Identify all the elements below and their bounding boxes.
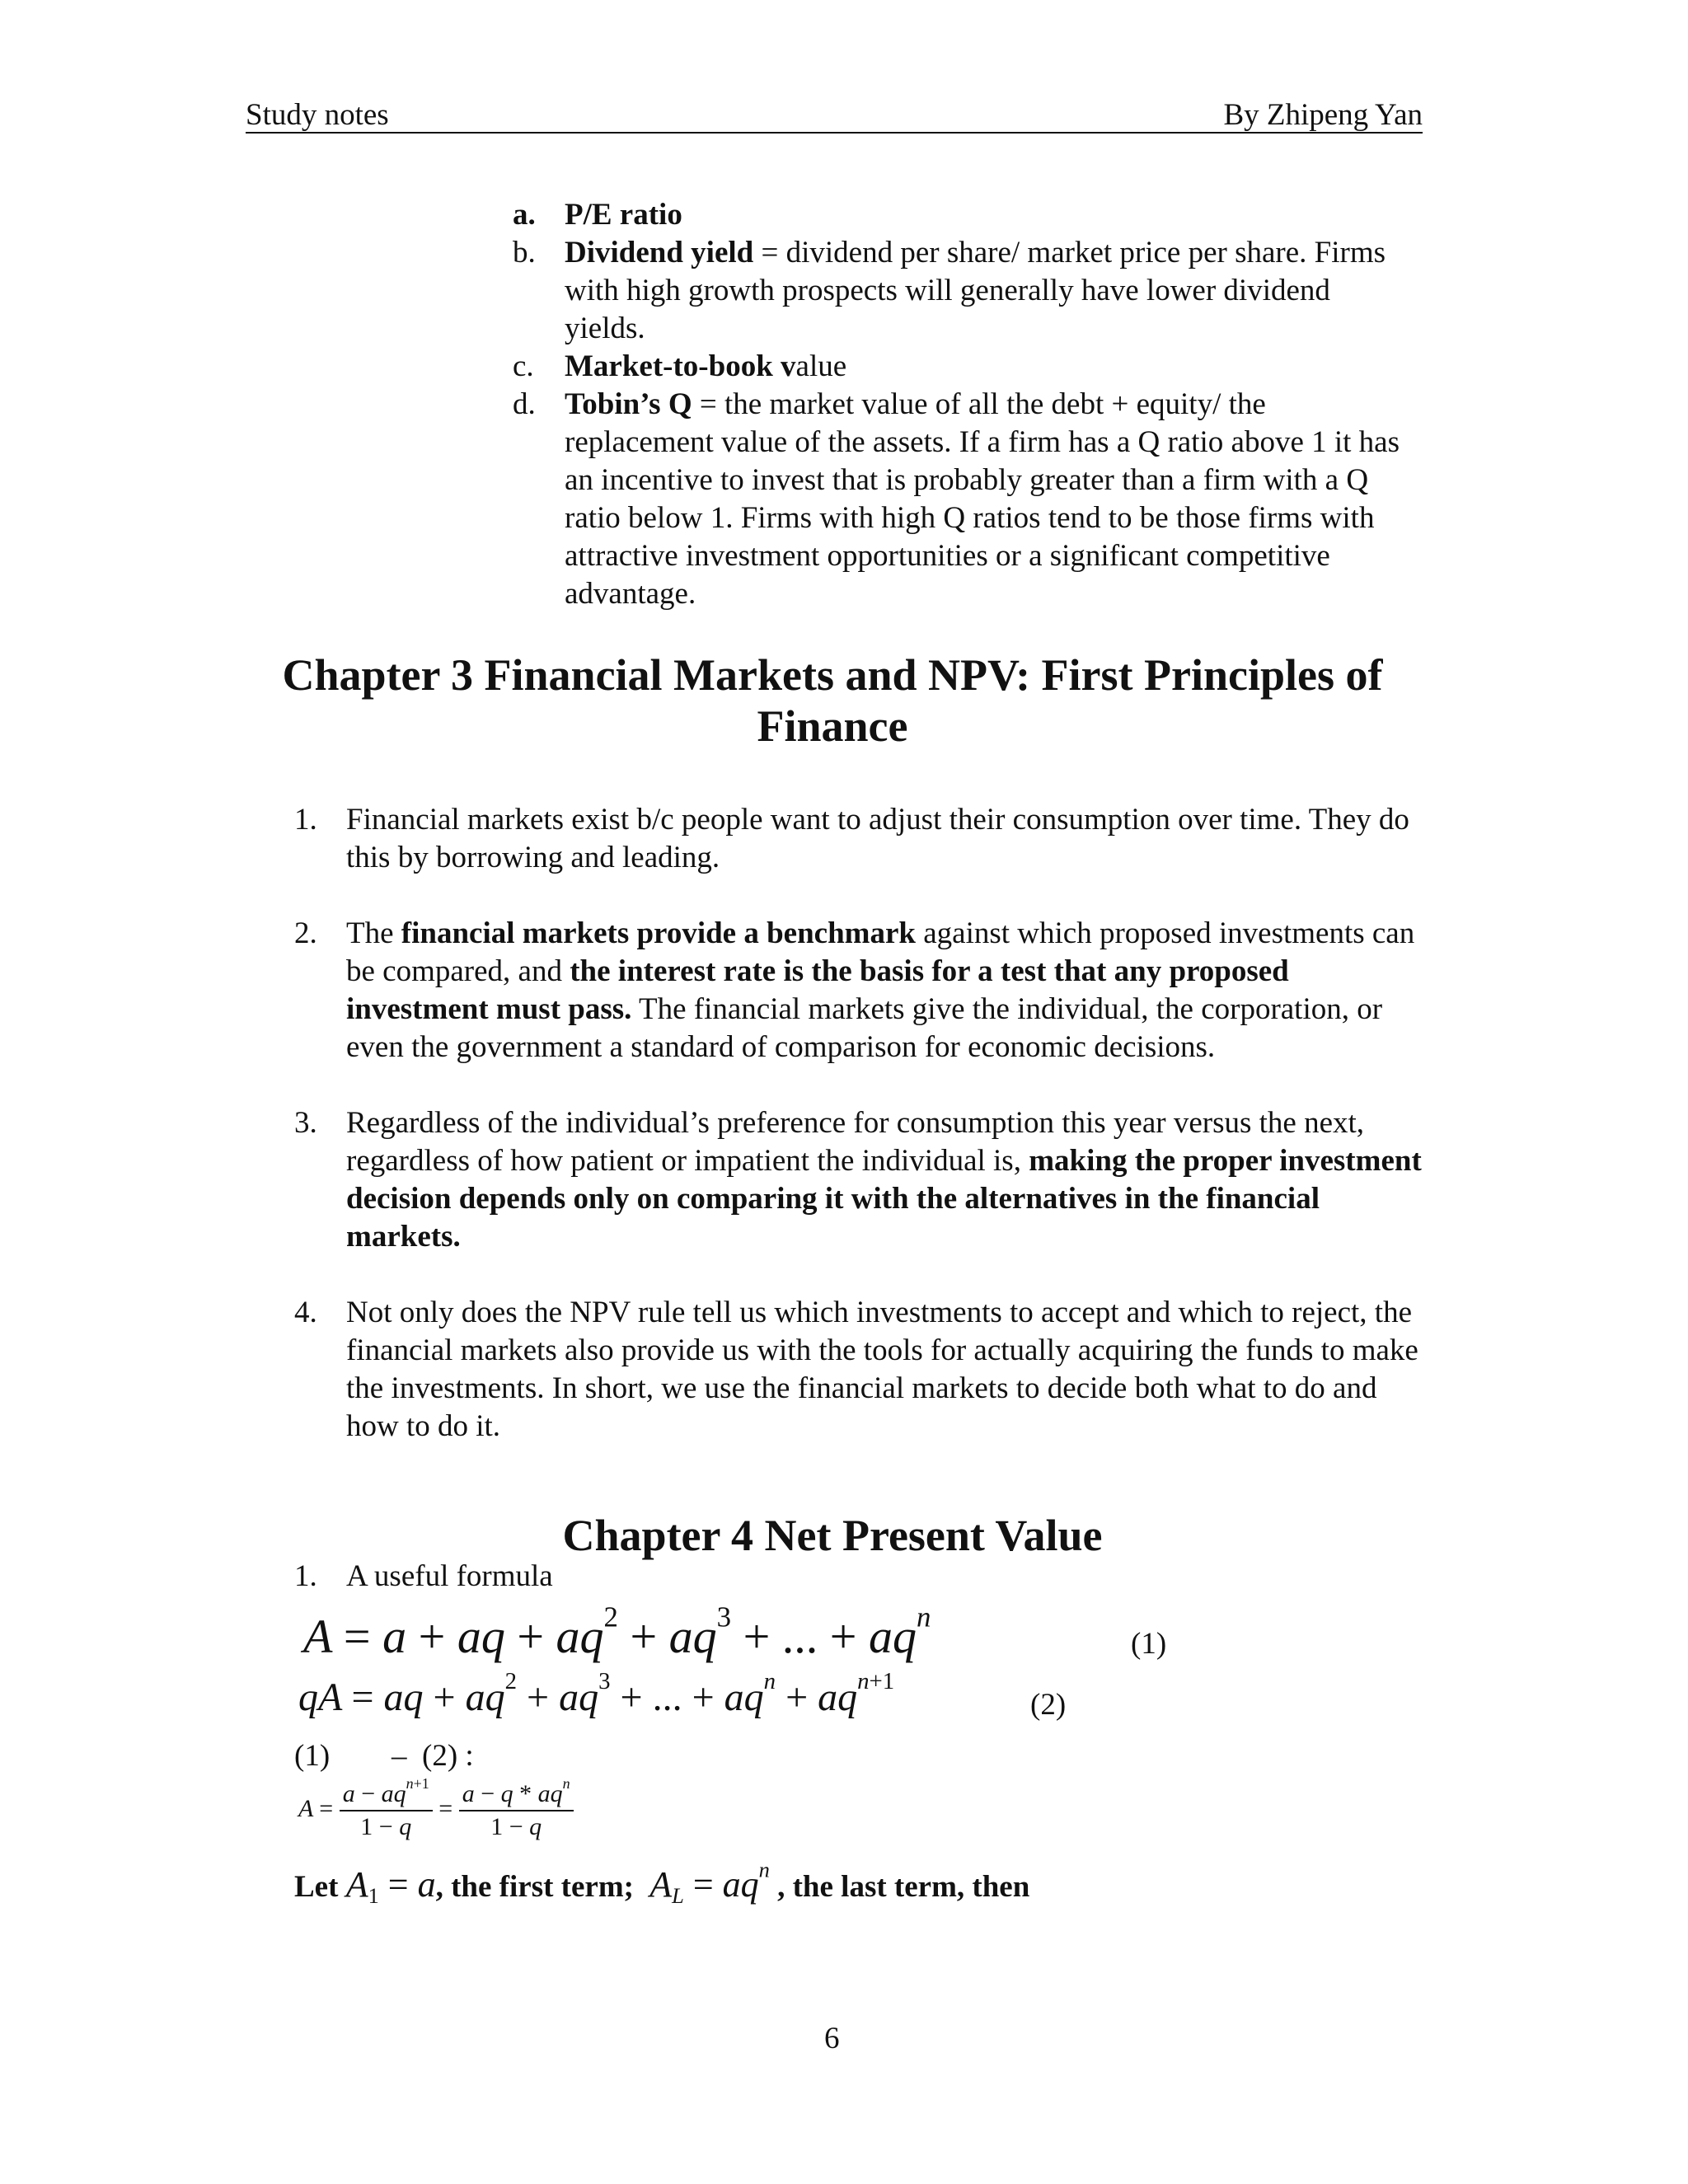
subtract-eq1-label: (1) xyxy=(294,1739,331,1773)
fraction-1: $\frac{a - aq^{n+1}}{1 - q}$ xyxy=(340,1780,433,1841)
equation-1-label: (1) xyxy=(1131,1627,1167,1661)
term-text: alue xyxy=(795,349,847,383)
list-marker: d. xyxy=(513,387,536,421)
text-run-bold: making the proper investment decision depends only on comparing it with the alternatives in the financial markets. xyxy=(346,1144,1422,1254)
text-run-bold: the interest rate is the basis for a test that any proposed investment must pass. xyxy=(346,954,1289,1026)
first-term-formula: $A_1 = a$ xyxy=(345,1864,436,1908)
list-marker: 1. xyxy=(294,803,317,837)
header-rule xyxy=(246,132,1423,134)
term-bold: Market-to-book v xyxy=(565,349,796,383)
list-marker: 2. xyxy=(294,916,317,950)
equation-2: qA = aq + $aq^2 + aq^3$ + ... + $aq^n + aq^{n+1}$ xyxy=(298,1668,895,1719)
chapter-3-title-line1: Chapter 3 Financial Markets and NPV: First Principles of xyxy=(282,650,1383,700)
list-item-text xyxy=(346,801,1432,877)
chapter-4-title: Chapter 4 Net Present Value xyxy=(562,1511,1103,1560)
term-text: = the market value of all the debt + equity/ the replacement value of the assets. If a firm has a Q ratio above 1 it has an incentive to invest that is probably greater than a firm with a Q ratio below 1. Firms with high Q ratios tend to be those firms with attractive investment opportunities or a significant competitive advantage. xyxy=(565,387,1400,611)
term-bold: Dividend yield xyxy=(565,236,754,269)
text-run: Regardless of the individual’s preference for consumption this year versus the next, regardless of how patient or impatient the individual is, xyxy=(346,1106,1365,1178)
chapter-3-list xyxy=(294,801,1432,1446)
list-marker: 1. xyxy=(294,1559,317,1593)
text-run: The xyxy=(346,916,401,950)
subtract-eq2-label: (2) : xyxy=(422,1739,474,1773)
text-run: Not only does the NPV rule tell us which investments to accept and which to reject, the financial markets also provide us with the tools for actually acquiring the funds to make the investments. In short, we use the financial markets to decide both what to do and how to do it. xyxy=(346,1296,1418,1443)
term-bold: Tobin’s Q xyxy=(565,387,692,421)
term-text: = dividend per share/ market price per share. Firms with high growth prospects will generally have lower dividend yields. xyxy=(565,236,1386,345)
list-item xyxy=(294,1104,1432,1256)
last-term-formula: $A_L = aq^n$ xyxy=(649,1857,770,1908)
header-left: Study notes xyxy=(246,98,389,132)
list-item-text xyxy=(565,386,1419,613)
header-right: By Zhipeng Yan xyxy=(1223,98,1423,132)
text-run: against which proposed investments can be compared, and xyxy=(346,916,1415,988)
list-item xyxy=(513,234,1403,348)
fraction-2: $\frac{a - q * aq^n}{1 - q}$ xyxy=(459,1780,574,1841)
chapter-3-title-line2: Finance xyxy=(757,701,908,751)
list-item-text xyxy=(346,915,1432,1066)
equation-2-label: (2) xyxy=(1030,1688,1067,1722)
list-item-text xyxy=(565,348,1419,386)
list-item xyxy=(294,1558,954,1596)
list-item xyxy=(513,348,1419,386)
list-item-text xyxy=(565,196,1419,234)
list-item xyxy=(294,801,1432,877)
list-marker: c. xyxy=(513,349,534,383)
list-item-text xyxy=(346,1294,1432,1446)
list-item-text xyxy=(346,1104,1432,1256)
let-word: Let xyxy=(294,1870,339,1904)
list-item-text: A useful formula xyxy=(346,1559,553,1593)
equation-1: A = a + aq + $aq^2 + aq^3$ + ... + $aq^n$ xyxy=(303,1601,931,1663)
list-marker: 4. xyxy=(294,1296,317,1329)
list-marker: 3. xyxy=(294,1106,317,1140)
ratio-list xyxy=(513,196,1419,613)
page-number: 6 xyxy=(824,2022,840,2055)
let-line xyxy=(294,1857,1030,1908)
term-bold: P/E ratio xyxy=(565,198,682,232)
list-marker: b. xyxy=(513,236,536,269)
list-item xyxy=(294,1294,1432,1446)
list-marker: a. xyxy=(513,198,536,232)
list-item-text xyxy=(565,234,1403,348)
text-run: Financial markets exist b/c people want to adjust their consumption over time. They do this by borrowing and leading. xyxy=(346,803,1409,874)
last-term-text: , the last term, then xyxy=(777,1870,1030,1904)
first-term-text: , the first term; xyxy=(435,1870,634,1904)
list-item xyxy=(294,915,1432,1066)
minus-sign: – xyxy=(392,1739,407,1773)
equation-result: A = $\frac{a - aq^{n+1}}{1 - q}$ = $\frac{a - q * aq^n}{1 - q}$ xyxy=(298,1780,574,1841)
list-item xyxy=(513,196,1419,234)
chapter-4-list-item xyxy=(294,1558,954,1596)
list-item xyxy=(513,386,1419,613)
chapter-3-title xyxy=(247,649,1418,752)
text-run-bold: financial markets provide a benchmark xyxy=(401,916,916,950)
text-run: The financial markets give the individual, the corporation, or even the government a standard of comparison for economic decisions. xyxy=(346,992,1383,1064)
